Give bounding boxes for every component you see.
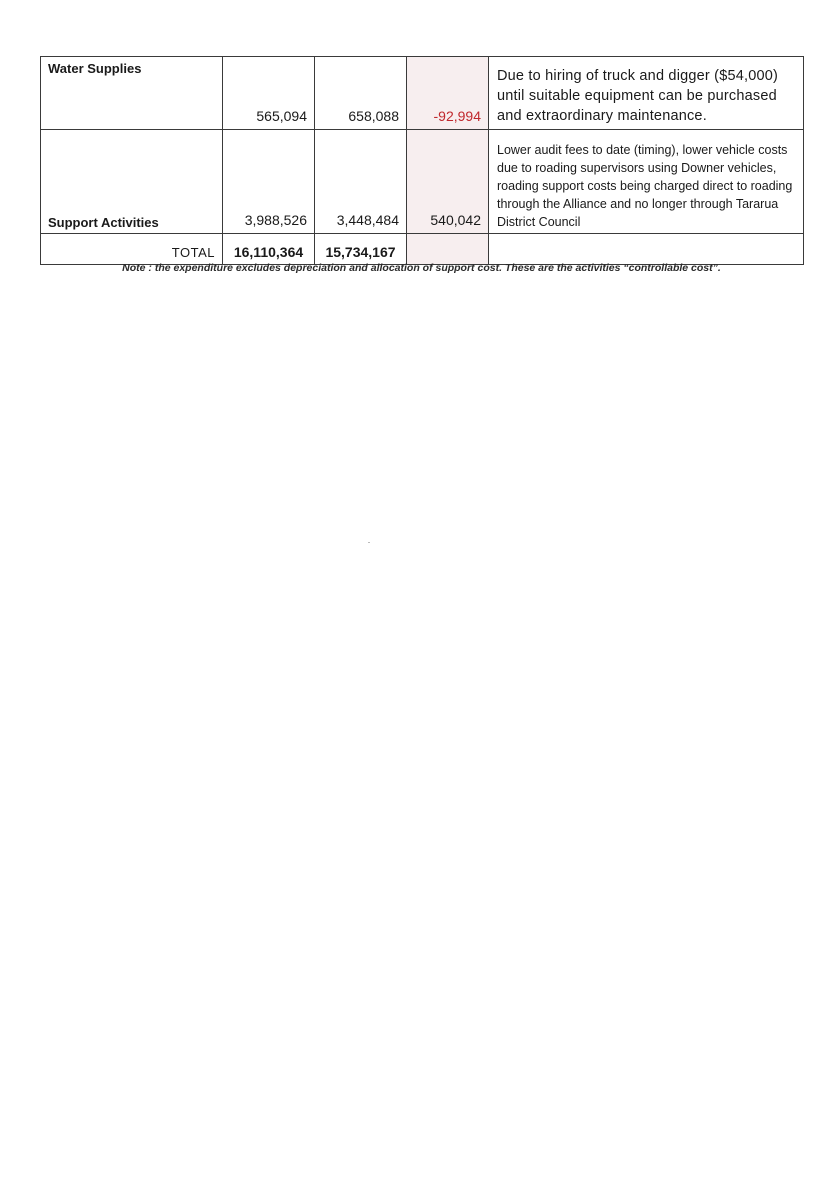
actual-cell: 3,988,526: [223, 130, 315, 234]
total-actual: 16,110,364: [223, 234, 315, 265]
total-row: [41, 234, 804, 265]
total-comment-cell: [489, 234, 804, 265]
comment-cell: Due to hiring of truck and digger ($54,000) until suitable equipment can be purchased and extraordinary maintenance.: [489, 57, 804, 130]
total-variance-cell: [407, 234, 489, 265]
total-budget: 15,734,167: [315, 234, 407, 265]
variance-cell: 540,042: [407, 130, 489, 234]
activity-cell: [41, 57, 223, 130]
budget-cell: 658,088: [315, 57, 407, 130]
total-label: TOTAL: [41, 234, 223, 265]
budget-cell: 3,448,484: [315, 130, 407, 234]
variance-cell: -92,994: [407, 57, 489, 130]
footnote: Note : the expenditure excludes depreciation and allocation of support cost. These are the activities “controllable cost”.: [122, 262, 721, 274]
actual-cell: 565,094: [223, 57, 315, 130]
expenditure-table: [40, 56, 804, 265]
scan-speck: [368, 542, 370, 543]
table-row: [41, 57, 804, 130]
activity-label: Support Activities: [48, 215, 159, 230]
table-row: [41, 130, 804, 234]
activity-label: Water Supplies: [48, 61, 142, 76]
activity-cell: [41, 130, 223, 234]
comment-cell: Lower audit fees to date (timing), lower vehicle costs due to roading supervisors using Downer vehicles, roading support costs being charged direct to roading through the Alliance and no longer through Tararua District Council: [489, 130, 804, 234]
